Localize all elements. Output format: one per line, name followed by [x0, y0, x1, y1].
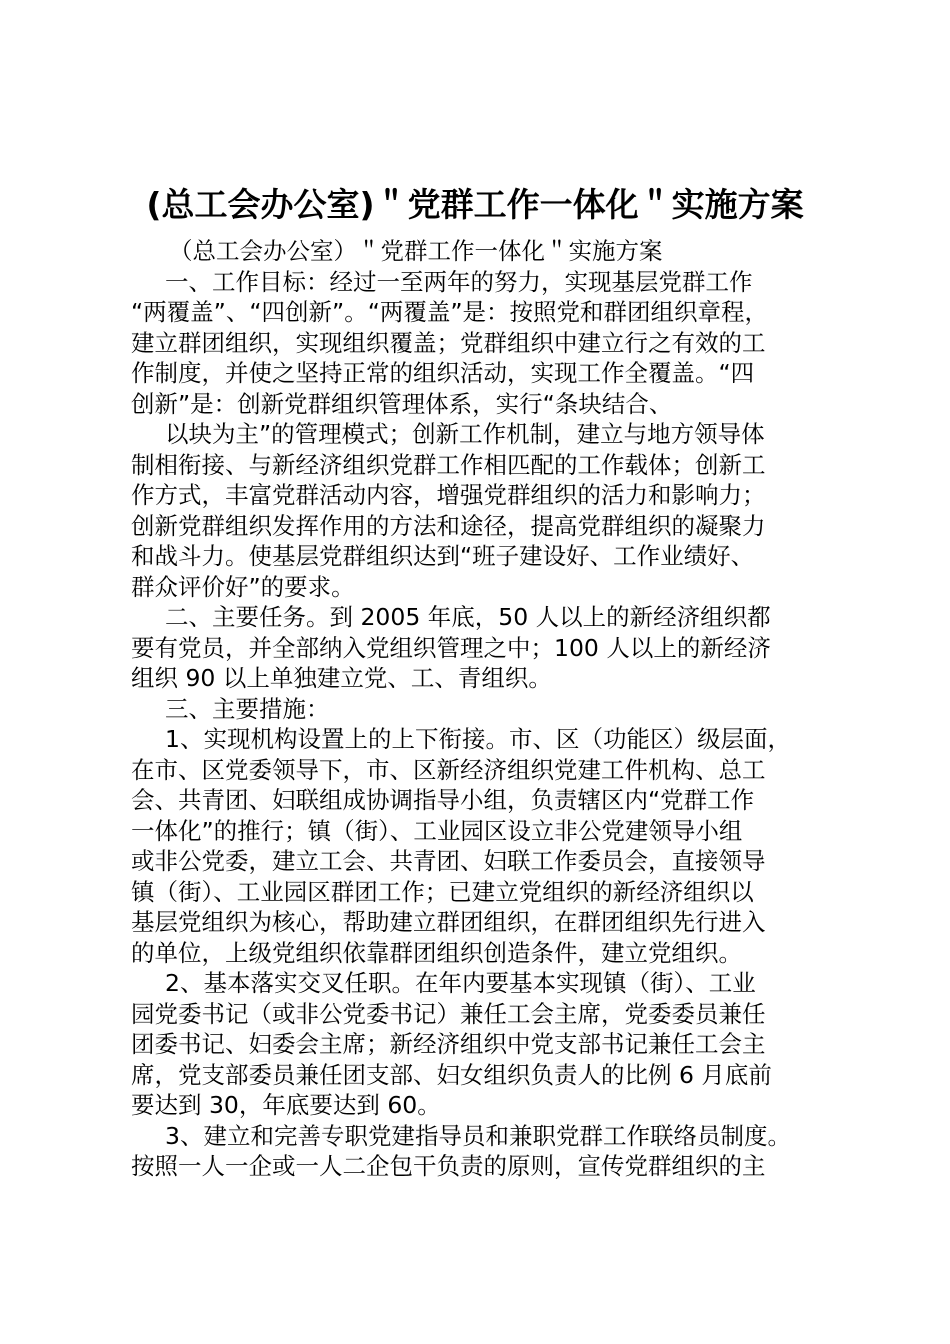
paragraph-line: 作制度，并使之坚持正常的组织活动，实现工作全覆盖。“四	[131, 359, 755, 387]
paragraph-line: 3、建立和完善专职党建指导员和兼职党群工作联络员制度。	[165, 1121, 791, 1150]
paragraph-line: 创新”是：创新党群组织管理体系，实行“条块结合、	[131, 389, 673, 418]
paragraph-line: 要达到 30，年底要达到 60。	[131, 1091, 441, 1119]
paragraph-line: 园党委书记（或非公党委书记）兼任工会主席，党委委员兼任	[131, 999, 766, 1028]
paragraph-line: 要有党员，并全部纳入党组织管理之中；100 人以上的新经济	[131, 633, 771, 662]
paragraph-line: 2、基本落实交叉任职。在年内要基本实现镇（街）、工业	[165, 969, 756, 997]
paragraph-line: 组织 90 以上单独建立党、工、青组织。	[131, 664, 552, 692]
paragraph-line: “两覆盖”、“四创新”。“两覆盖”是：按照党和群团组织章程，	[131, 298, 769, 326]
paragraph-line: 创新党群组织发挥作用的方法和途径，提高党群组织的凝聚力	[131, 511, 766, 540]
document-title: (总工会办公室)＂党群工作一体化＂实施方案	[146, 185, 804, 224]
paragraph-line: 会、共青团、妇联组成协调指导小组，负责辖区内“党群工作	[131, 786, 755, 814]
paragraph-line: 建立群团组织，实现组织覆盖；党群组织中建立行之有效的工	[131, 328, 766, 357]
paragraph-line: 在市、区党委领导下，市、区新经济组织党建工件机构、总工	[131, 755, 766, 784]
paragraph-line: 一、工作目标：经过一至两年的努力，实现基层党群工作	[165, 267, 753, 296]
paragraph-line: 群众评价好”的要求。	[131, 572, 355, 601]
paragraph-line: 二、主要任务。到 2005 年底，50 人以上的新经济组织都	[165, 603, 771, 631]
paragraph-line: 基层党组织为核心，帮助建立群团组织，在群团组织先行进入	[131, 908, 766, 936]
paragraph-line: 和战斗力。使基层党群组织达到“班子建设好、工作业绩好、	[131, 542, 755, 570]
paragraph-line: 制相衔接、与新经济组织党群工作相匹配的工作载体；创新工	[131, 450, 766, 479]
paragraph-line: 席，党支部委员兼任团支部、妇女组织负责人的比例 6 月底前	[131, 1060, 772, 1089]
paragraph-line: 以块为主”的管理模式；创新工作机制，建立与地方领导体	[165, 420, 765, 448]
paragraph-line: 按照一人一企或一人二企包干负责的原则，宣传党群组织的主	[131, 1152, 766, 1180]
subtitle-line: （总工会办公室）＂党群工作一体化＂实施方案	[169, 237, 663, 265]
document-body	[131, 236, 851, 1182]
paragraph-line: 1、实现机构设置上的上下衔接。市、区（功能区）级层面，	[165, 725, 791, 753]
paragraph-line: 的单位，上级党组织依靠群团组织创造条件，建立党组织。	[131, 938, 742, 967]
paragraph-line: 一体化”的推行；镇（街）、工业园区设立非公党建领导小组	[131, 816, 743, 845]
paragraph-line: 团委书记、妇委会主席；新经济组织中党支部书记兼任工会主	[131, 1030, 766, 1058]
section-heading-line: 三、主要措施：	[165, 694, 330, 723]
paragraph-line: 作方式，丰富党群活动内容，增强党群组织的活力和影响力；	[131, 481, 766, 509]
paragraph-line: 或非公党委，建立工会、共青团、妇联工作委员会，直接领导	[131, 847, 766, 875]
paragraph-line: 镇（街）、工业园区群团工作；已建立党组织的新经济组织以	[131, 877, 754, 906]
